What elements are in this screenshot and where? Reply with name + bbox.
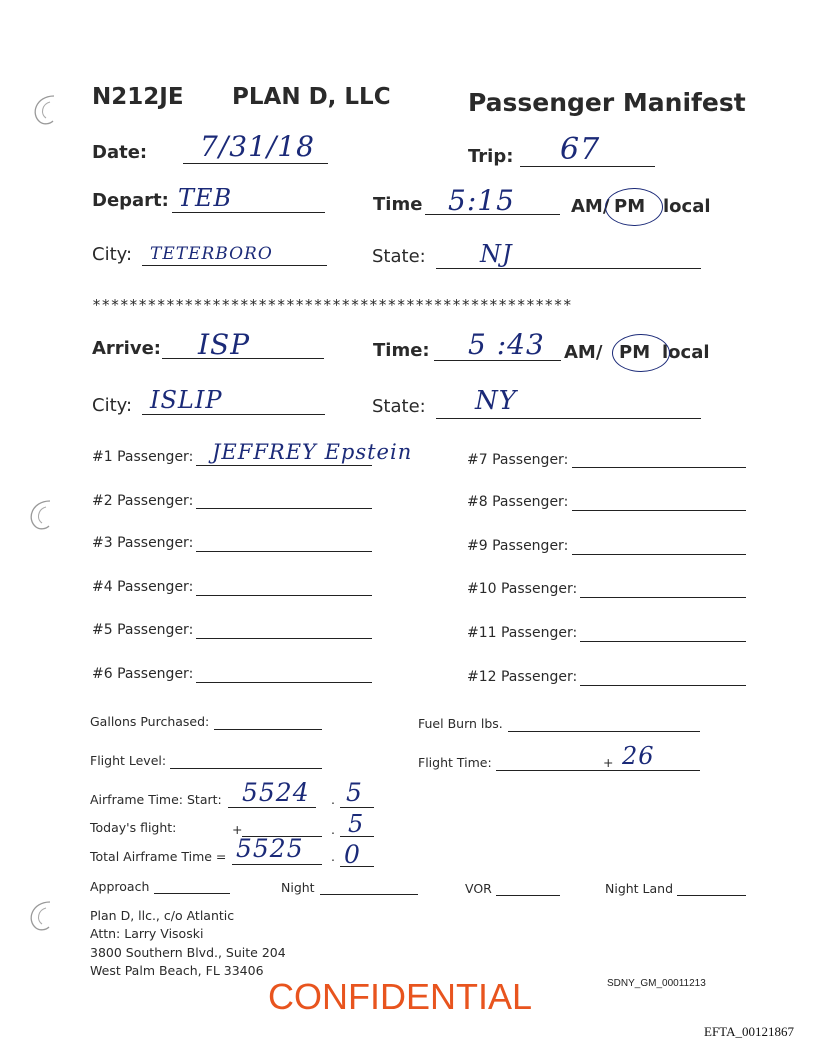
passenger-7-label: #7 Passenger: — [467, 452, 569, 468]
depart-city-line — [142, 265, 327, 266]
airframe-start-label: Airframe Time: Start: — [90, 792, 222, 807]
company-name: PLAN D, LLC — [232, 84, 391, 110]
arrive-time-value[interactable]: 5 :43 — [468, 328, 545, 361]
arrive-local-label: local — [662, 342, 710, 363]
flight-time-plus: + — [603, 755, 614, 770]
gallons-label: Gallons Purchased: — [90, 714, 210, 729]
depart-pm-label: PM — [614, 196, 646, 217]
depart-line — [172, 212, 325, 213]
total-airframe-dot: . — [331, 849, 335, 864]
page-title: Passenger Manifest — [468, 88, 746, 117]
vor-line[interactable] — [496, 895, 560, 896]
passenger-3-line[interactable] — [196, 551, 372, 552]
arrive-pm-label: PM — [619, 342, 651, 363]
flight-level-line[interactable] — [170, 768, 322, 769]
passenger-1-label: #1 Passenger: — [92, 449, 194, 465]
hole-punch-mark-bottom — [18, 896, 58, 936]
passenger-1-value[interactable]: JEFFREY Epstein — [212, 440, 413, 464]
arrive-value[interactable]: ISP — [198, 328, 251, 361]
night-line[interactable] — [320, 894, 418, 895]
address-line-1: Plan D, llc., c/o Atlantic — [90, 908, 235, 923]
efta-id: EFTA_00121867 — [704, 1024, 794, 1039]
address-line-2: Attn: Larry Visoski — [90, 926, 204, 941]
airframe-start-int-line — [228, 807, 316, 808]
trip-value[interactable]: 67 — [560, 132, 601, 167]
airframe-start-dec-line — [340, 807, 374, 808]
passenger-9-label: #9 Passenger: — [467, 538, 569, 554]
airframe-start-dot: . — [331, 792, 335, 807]
arrive-state-line — [436, 418, 701, 419]
passenger-5-line[interactable] — [196, 638, 372, 639]
date-value[interactable]: 7/31/18 — [200, 130, 315, 163]
section-separator: **************************************************** — [92, 296, 572, 314]
arrive-time-label: Time: — [373, 340, 430, 361]
flight-time-value[interactable]: 26 — [622, 742, 655, 770]
passenger-7-line[interactable] — [572, 467, 746, 468]
confidential-stamp: CONFIDENTIAL — [268, 976, 533, 1017]
flight-time-line — [496, 770, 700, 771]
depart-state-value[interactable]: NJ — [480, 240, 513, 268]
passenger-6-line[interactable] — [196, 682, 372, 683]
trip-label: Trip: — [468, 146, 514, 167]
arrive-label: Arrive: — [92, 338, 161, 359]
arrive-am-label: AM/ — [564, 342, 603, 363]
passenger-10-label: #10 Passenger: — [467, 581, 578, 597]
depart-label: Depart: — [92, 190, 169, 211]
passenger-3-label: #3 Passenger: — [92, 535, 194, 551]
night-land-label: Night Land — [605, 881, 674, 896]
todays-flight-dec[interactable]: 5 — [348, 810, 365, 838]
passenger-4-label: #4 Passenger: — [92, 579, 194, 595]
passenger-10-line[interactable] — [580, 597, 746, 598]
approach-line[interactable] — [154, 893, 230, 894]
total-airframe-int-line — [232, 864, 322, 865]
hole-punch-mark-middle — [18, 495, 58, 535]
passenger-1-line — [196, 465, 372, 466]
arrive-city-label: City: — [92, 395, 133, 416]
airframe-start-dec[interactable]: 5 — [346, 778, 363, 807]
flight-time-label: Flight Time: — [418, 755, 492, 770]
todays-flight-plus: + — [232, 822, 243, 837]
depart-state-line — [436, 268, 701, 269]
depart-city-label: City: — [92, 244, 133, 265]
approach-label: Approach — [90, 879, 150, 894]
passenger-4-line[interactable] — [196, 595, 372, 596]
night-label: Night — [281, 880, 315, 895]
passenger-2-line[interactable] — [196, 508, 372, 509]
passenger-2-label: #2 Passenger: — [92, 493, 194, 509]
arrive-state-label: State: — [372, 396, 426, 417]
airframe-start-int[interactable]: 5524 — [242, 778, 310, 807]
depart-city-value[interactable]: TETERBORO — [150, 244, 273, 264]
date-line — [183, 163, 328, 164]
tail-number: N212JE — [92, 84, 184, 110]
passenger-8-label: #8 Passenger: — [467, 494, 569, 510]
depart-time-label: Time — [373, 194, 423, 215]
depart-time-value[interactable]: 5:15 — [448, 184, 515, 217]
fuel-burn-line[interactable] — [508, 731, 700, 732]
arrive-city-line — [142, 414, 325, 415]
arrive-state-value[interactable]: NY — [475, 386, 517, 416]
passenger-5-label: #5 Passenger: — [92, 622, 194, 638]
document-id: SDNY_GM_00011213 — [607, 978, 706, 989]
passenger-11-line[interactable] — [580, 641, 746, 642]
flight-level-label: Flight Level: — [90, 753, 167, 768]
gallons-line[interactable] — [214, 729, 322, 730]
date-label: Date: — [92, 142, 148, 163]
night-land-line[interactable] — [677, 895, 746, 896]
passenger-12-line[interactable] — [580, 685, 746, 686]
depart-am-label: AM/ — [571, 196, 610, 217]
hole-punch-mark-top — [22, 90, 62, 130]
todays-flight-dot: . — [331, 822, 335, 837]
depart-pm-circle — [605, 188, 663, 226]
address-line-3: 3800 Southern Blvd., Suite 204 — [90, 945, 286, 960]
total-airframe-label: Total Airframe Time = — [90, 849, 227, 864]
passenger-12-label: #12 Passenger: — [467, 669, 578, 685]
arrive-pm-circle — [612, 334, 670, 372]
total-airframe-dec[interactable]: 0 — [344, 840, 361, 869]
fuel-burn-label: Fuel Burn lbs. — [418, 716, 503, 731]
address-line-4: West Palm Beach, FL 33406 — [90, 963, 264, 978]
passenger-6-label: #6 Passenger: — [92, 666, 194, 682]
depart-local-label: local — [663, 196, 711, 217]
depart-value[interactable]: TEB — [178, 184, 233, 212]
total-airframe-int[interactable]: 5525 — [236, 834, 304, 863]
vor-label: VOR — [465, 881, 492, 896]
depart-state-label: State: — [372, 246, 426, 267]
arrive-city-value[interactable]: ISLIP — [150, 386, 223, 414]
passenger-11-label: #11 Passenger: — [467, 625, 578, 641]
passenger-9-line[interactable] — [572, 554, 746, 555]
todays-flight-label: Today's flight: — [90, 820, 177, 835]
passenger-8-line[interactable] — [572, 510, 746, 511]
